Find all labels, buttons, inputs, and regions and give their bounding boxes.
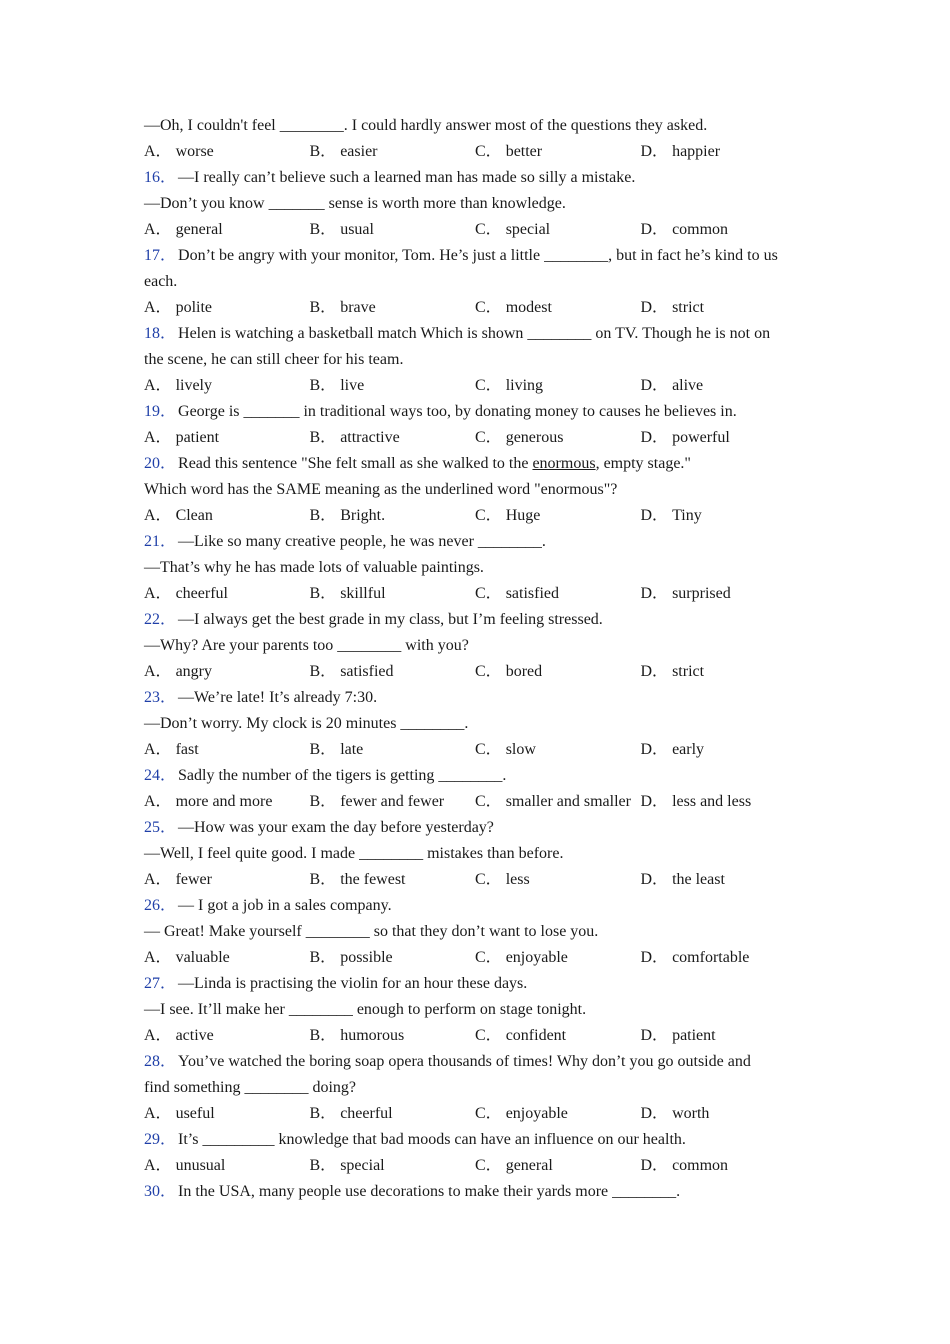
option-b	[310, 1023, 476, 1049]
question-16	[144, 165, 809, 243]
option-letter: C．	[475, 585, 502, 602]
option-d	[641, 295, 807, 321]
question-continuation: —I see. It’ll make her ________ enough to perform on stage tonight.	[144, 1001, 587, 1018]
option-text: alive	[672, 377, 704, 394]
option-letter: B．	[309, 663, 337, 680]
option-letter: C．	[475, 221, 502, 238]
answer-options	[144, 217, 809, 243]
option-text: special	[505, 221, 551, 238]
question-stem	[144, 685, 809, 711]
option-b	[310, 217, 476, 243]
option-letter: B．	[309, 507, 337, 524]
question-text: Sadly the number of the tigers is getting ________.	[178, 767, 507, 784]
option-letter: B．	[309, 741, 337, 758]
option-text: enjoyable	[505, 949, 568, 966]
option-text: attractive	[340, 429, 400, 446]
question-continuation: find something ________ doing?	[144, 1079, 356, 1096]
question-stem	[144, 971, 809, 997]
option-d	[641, 581, 807, 607]
question-stem	[144, 1179, 809, 1205]
option-text: satisfied	[505, 585, 560, 602]
question-22	[144, 607, 809, 685]
option-letter: B．	[309, 221, 337, 238]
option-text: valuable	[175, 949, 230, 966]
question-21	[144, 529, 809, 607]
question-stem	[144, 243, 809, 269]
option-d	[641, 425, 807, 451]
option-text: strict	[672, 663, 705, 680]
option-a	[144, 945, 310, 971]
option-b	[310, 789, 476, 815]
option-text: patient	[175, 429, 220, 446]
option-c	[475, 425, 641, 451]
question-text-tail: , empty stage."	[595, 455, 691, 472]
option-letter: D．	[640, 299, 669, 316]
option-letter: C．	[475, 793, 502, 810]
question-text: — I got a job in a sales company.	[178, 897, 392, 914]
option-text: useful	[175, 1105, 215, 1122]
question-number: 28 ．	[144, 1053, 176, 1070]
option-b	[310, 581, 476, 607]
lead-in-options	[144, 139, 809, 165]
option-text: active	[175, 1027, 214, 1044]
option-a	[144, 867, 310, 893]
option-letter: C．	[475, 949, 502, 966]
option-d	[641, 1101, 807, 1127]
question-28	[144, 1049, 809, 1127]
question-18	[144, 321, 809, 399]
option-text: slow	[505, 741, 536, 758]
option-text: Bright.	[340, 507, 386, 524]
option-d	[641, 1153, 807, 1179]
question-stem	[144, 1127, 809, 1153]
option-d	[641, 217, 807, 243]
option-text: general	[505, 1157, 553, 1174]
option-letter: C．	[475, 1157, 502, 1174]
option-letter: D．	[640, 1027, 669, 1044]
option-text: polite	[175, 299, 212, 316]
option-c	[475, 581, 641, 607]
question-stem	[144, 607, 809, 633]
answer-options	[144, 1101, 809, 1127]
question-number: 22 ．	[144, 611, 176, 628]
question-text: You’ve watched the boring soap opera thousands of times! Why don’t you go outside and	[178, 1053, 751, 1070]
answer-options	[144, 659, 809, 685]
option-letter: A．	[144, 1157, 172, 1174]
question-text: —We’re late! It’s already 7:30.	[178, 689, 378, 706]
option-a	[144, 659, 310, 685]
question-number: 26 ．	[144, 897, 176, 914]
option-text: early	[672, 741, 705, 758]
option-c	[475, 1153, 641, 1179]
option-d: D． happier	[640, 143, 721, 160]
option-text: more and more	[175, 793, 273, 810]
question-23	[144, 685, 809, 763]
question-number: 23 ．	[144, 689, 176, 706]
option-a	[144, 1153, 310, 1179]
option-text: Tiny	[672, 507, 702, 524]
option-letter: C．	[475, 429, 502, 446]
option-text: brave	[340, 299, 376, 316]
option-a: A． worse	[144, 143, 214, 160]
question-text: It’s _________ knowledge that bad moods can have an influence on our health.	[178, 1131, 686, 1148]
question-number: 17 ．	[144, 247, 176, 264]
option-text: unusual	[175, 1157, 226, 1174]
option-b	[310, 737, 476, 763]
option-letter: C．	[475, 299, 502, 316]
answer-options	[144, 581, 809, 607]
option-b	[310, 867, 476, 893]
option-letter: C．	[475, 1105, 502, 1122]
option-text: cheerful	[340, 1105, 393, 1122]
question-19	[144, 399, 809, 451]
option-letter: B．	[309, 377, 337, 394]
question-continuation: —Don’t worry. My clock is 20 minutes ________.	[144, 715, 469, 732]
option-letter: A．	[144, 663, 172, 680]
question-stem	[144, 165, 809, 191]
question-text: In the USA, many people use decorations to make their yards more ________.	[178, 1183, 681, 1200]
option-c	[475, 789, 641, 815]
option-letter: D．	[640, 429, 669, 446]
option-a	[144, 581, 310, 607]
answer-options	[144, 867, 809, 893]
question-number: 18 ．	[144, 325, 176, 342]
option-letter: B．	[309, 1027, 337, 1044]
option-c	[475, 217, 641, 243]
option-letter: D．	[640, 793, 669, 810]
option-d	[641, 1023, 807, 1049]
option-c	[475, 1023, 641, 1049]
option-letter: D．	[640, 221, 669, 238]
option-text: special	[340, 1157, 385, 1174]
option-text: general	[175, 221, 223, 238]
option-letter: C．	[475, 507, 502, 524]
option-d	[641, 659, 807, 685]
question-text: —I really can’t believe such a learned man has made so silly a mistake.	[178, 169, 636, 186]
question-text: Helen is watching a basketball match Which is shown ________ on TV. Though he is not on	[178, 325, 771, 342]
lead-in-line: —Oh, I couldn't feel ________. I could hardly answer most of the questions they asked.	[144, 117, 708, 134]
option-letter: C．	[475, 871, 502, 888]
answer-options	[144, 1153, 809, 1179]
answer-options	[144, 737, 809, 763]
option-a	[144, 503, 310, 529]
question-24	[144, 763, 809, 815]
option-letter: A．	[144, 793, 172, 810]
option-text: generous	[505, 429, 564, 446]
option-b	[310, 295, 476, 321]
question-number: 25 ．	[144, 819, 176, 836]
option-text: fewer	[175, 871, 212, 888]
answer-options	[144, 425, 809, 451]
option-a	[144, 425, 310, 451]
answer-options	[144, 503, 809, 529]
option-text: late	[340, 741, 364, 758]
option-c: C． better	[475, 143, 543, 160]
option-text: fewer and fewer	[340, 793, 445, 810]
option-text: surprised	[672, 585, 731, 602]
option-letter: C．	[475, 377, 502, 394]
option-letter: B．	[309, 793, 337, 810]
question-stem	[144, 893, 809, 919]
option-text: angry	[175, 663, 212, 680]
option-text: common	[672, 221, 729, 238]
option-letter: C．	[475, 741, 502, 758]
option-text: powerful	[672, 429, 730, 446]
option-letter: B．	[309, 871, 337, 888]
question-number: 21 ．	[144, 533, 176, 550]
question-number: 30 ．	[144, 1183, 176, 1200]
option-c	[475, 373, 641, 399]
question-text: —I always get the best grade in my class, but I’m feeling stressed.	[178, 611, 603, 628]
option-text: skillful	[340, 585, 386, 602]
option-letter: A．	[144, 585, 172, 602]
option-b	[310, 945, 476, 971]
question-number: 19 ．	[144, 403, 176, 420]
option-a	[144, 737, 310, 763]
option-c	[475, 295, 641, 321]
option-letter: B．	[309, 429, 337, 446]
option-b	[310, 1101, 476, 1127]
questions-container	[144, 165, 809, 1205]
option-text: humorous	[340, 1027, 405, 1044]
question-stem	[144, 763, 809, 789]
option-text: usual	[340, 221, 374, 238]
option-text: patient	[672, 1027, 716, 1044]
option-text: modest	[505, 299, 552, 316]
question-stem	[144, 399, 809, 425]
option-c	[475, 737, 641, 763]
option-d	[641, 503, 807, 529]
question-text: —Linda is practising the violin for an hour these days.	[178, 975, 528, 992]
option-d	[641, 789, 807, 815]
option-letter: B．	[309, 1157, 337, 1174]
option-b	[310, 503, 476, 529]
option-letter: A．	[144, 949, 172, 966]
option-c	[475, 659, 641, 685]
option-letter: A．	[144, 1105, 172, 1122]
question-continuation: —Well, I feel quite good. I made ________ mistakes than before.	[144, 845, 564, 862]
option-letter: D．	[640, 585, 669, 602]
question-continuation: —That’s why he has made lots of valuable paintings.	[144, 559, 484, 576]
option-letter: D．	[640, 871, 669, 888]
option-text: enjoyable	[505, 1105, 568, 1122]
question-number: 20 ．	[144, 455, 176, 472]
question-29	[144, 1127, 809, 1179]
option-text: comfortable	[672, 949, 750, 966]
option-letter: B．	[309, 949, 337, 966]
option-text: cheerful	[175, 585, 228, 602]
option-text: live	[340, 377, 365, 394]
question-stem	[144, 529, 809, 555]
option-a	[144, 1101, 310, 1127]
answer-options	[144, 945, 809, 971]
question-text: George is _______ in traditional ways too, by donating money to causes he believes in.	[178, 403, 737, 420]
option-letter: A．	[144, 871, 172, 888]
question-number: 27 ．	[144, 975, 176, 992]
question-stem	[144, 451, 809, 477]
option-letter: B．	[309, 1105, 337, 1122]
option-b	[310, 659, 476, 685]
question-list	[144, 113, 809, 1205]
option-d	[641, 867, 807, 893]
question-20	[144, 451, 809, 529]
question-26	[144, 893, 809, 971]
option-letter: A．	[144, 221, 172, 238]
question-continuation: Which word has the SAME meaning as the underlined word "enormous"?	[144, 481, 618, 498]
option-text: satisfied	[340, 663, 394, 680]
option-letter: D．	[640, 507, 669, 524]
option-text: less	[505, 871, 530, 888]
option-letter: D．	[640, 663, 669, 680]
option-text: strict	[672, 299, 705, 316]
answer-options	[144, 1023, 809, 1049]
option-text: worth	[672, 1105, 710, 1122]
option-text: the least	[672, 871, 725, 888]
option-a	[144, 789, 310, 815]
option-text: smaller and smaller	[505, 793, 631, 810]
option-letter: D．	[640, 949, 669, 966]
option-text: common	[672, 1157, 729, 1174]
option-letter: A．	[144, 741, 172, 758]
option-text: less and less	[672, 793, 752, 810]
option-a	[144, 295, 310, 321]
option-text: Huge	[505, 507, 541, 524]
option-d	[641, 373, 807, 399]
option-c	[475, 867, 641, 893]
question-continuation: —Why? Are your parents too ________ with you?	[144, 637, 469, 654]
underlined-word: enormous	[532, 455, 596, 472]
option-letter: A．	[144, 507, 172, 524]
option-b	[310, 373, 476, 399]
option-letter: A．	[144, 1027, 172, 1044]
option-c	[475, 945, 641, 971]
question-text: Read this sentence "She felt small as she walked to the	[178, 455, 533, 472]
option-b: B． easier	[309, 143, 378, 160]
question-17	[144, 243, 809, 321]
option-a	[144, 1023, 310, 1049]
question-continuation: — Great! Make yourself ________ so that they don’t want to lose you.	[144, 923, 599, 940]
option-c	[475, 1101, 641, 1127]
option-d	[641, 945, 807, 971]
question-text: —How was your exam the day before yesterday?	[178, 819, 494, 836]
option-letter: D．	[640, 1105, 669, 1122]
question-text: Don’t be angry with your monitor, Tom. He’s just a little ________, but in fact he’s kind to us	[178, 247, 778, 264]
option-c	[475, 503, 641, 529]
question-stem	[144, 815, 809, 841]
option-letter: B．	[309, 299, 337, 316]
option-letter: C．	[475, 1027, 502, 1044]
option-text: lively	[175, 377, 212, 394]
question-stem	[144, 321, 809, 347]
question-continuation: the scene, he can still cheer for his team.	[144, 351, 404, 368]
option-text: the fewest	[340, 871, 406, 888]
option-a	[144, 373, 310, 399]
option-letter: A．	[144, 377, 172, 394]
option-text: Clean	[175, 507, 213, 524]
answer-options	[144, 789, 809, 815]
option-text: fast	[175, 741, 199, 758]
question-continuation: each.	[144, 273, 178, 290]
question-text: —Like so many creative people, he was never ________.	[178, 533, 546, 550]
option-letter: A．	[144, 299, 172, 316]
answer-options	[144, 295, 809, 321]
option-letter: B．	[309, 585, 337, 602]
question-number: 16 ．	[144, 169, 176, 186]
question-30	[144, 1179, 809, 1205]
question-number: 29 ．	[144, 1131, 176, 1148]
option-text: bored	[505, 663, 543, 680]
option-letter: C．	[475, 663, 502, 680]
option-b	[310, 1153, 476, 1179]
option-letter: D．	[640, 1157, 669, 1174]
option-b	[310, 425, 476, 451]
question-number: 24 ．	[144, 767, 176, 784]
option-d	[641, 737, 807, 763]
option-letter: A．	[144, 429, 172, 446]
question-stem	[144, 1049, 809, 1075]
option-letter: D．	[640, 377, 669, 394]
option-a	[144, 217, 310, 243]
question-27	[144, 971, 809, 1049]
option-text: living	[505, 377, 544, 394]
question-25	[144, 815, 809, 893]
question-continuation: —Don’t you know _______ sense is worth more than knowledge.	[144, 195, 566, 212]
option-letter: D．	[640, 741, 669, 758]
answer-options	[144, 373, 809, 399]
option-text: confident	[505, 1027, 567, 1044]
option-text: possible	[340, 949, 393, 966]
